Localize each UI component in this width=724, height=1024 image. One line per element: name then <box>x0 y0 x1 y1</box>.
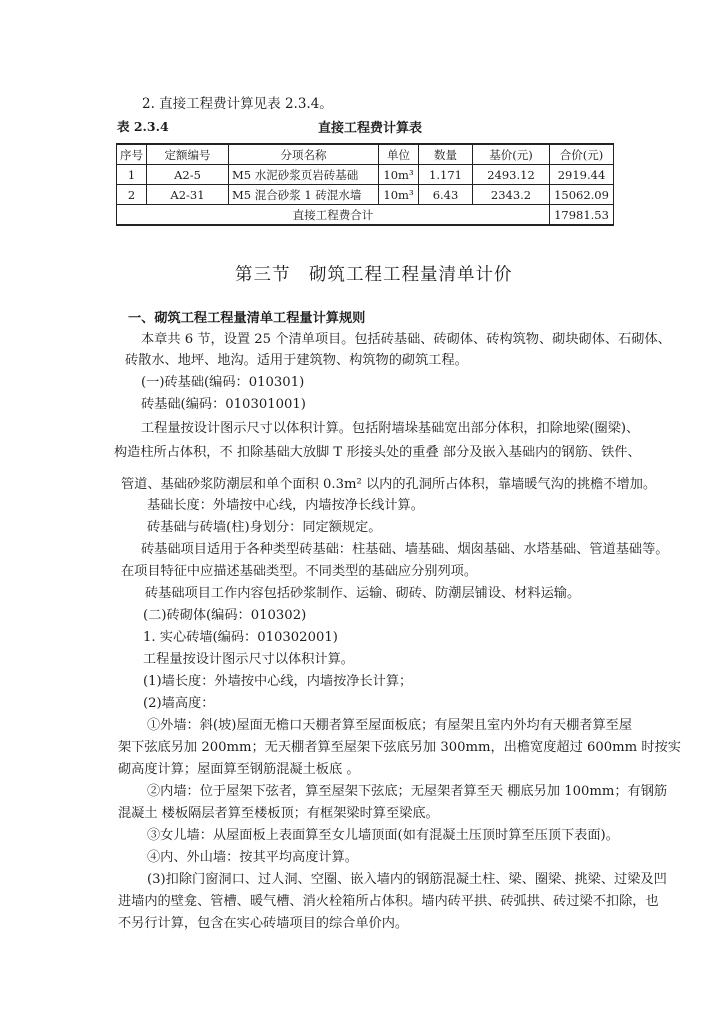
table-cell: 2919.44 <box>550 165 614 185</box>
body-line: ②内墙：位于屋架下弦者，算至屋架下弦底；无屋架者算至天 棚底另加 100mm；有钢筋 <box>147 784 668 799</box>
subheading: 1. 实心砖墙(编码：010302001) <box>143 630 338 645</box>
table-header-cell: 合价(元) <box>550 144 614 165</box>
table-header-cell: 定额编号 <box>147 144 229 165</box>
table-cell: 1 <box>117 165 147 185</box>
body-line: 构造柱所占体积，不 扣除基础大放脚 T 形接头处的重叠 部分及嵌入基础内的钢筋、铁件、 <box>114 445 641 460</box>
body-line: 砖基础与砖墙(柱)身划分：同定额规定。 <box>147 520 382 535</box>
cost-table <box>116 143 614 226</box>
body-line: 砖散水、地坪、地沟。适用于建筑物、构筑物的砌筑工程。 <box>125 353 468 368</box>
table-title: 直接工程费计算表 <box>318 121 423 136</box>
body-line: 管道、基础砂浆防潮层和单个面积 0.3m² 以内的孔洞所占体积，靠墙暖气沟的挑檐不增加。 <box>121 477 657 492</box>
subheading: (二)砖砌体(编码：010302) <box>143 608 307 623</box>
table-cell: 1.171 <box>419 165 473 185</box>
table-cell: 6.43 <box>419 185 473 205</box>
table-total-row <box>117 205 614 226</box>
body-line: 砖基础项目工作内容包括砂浆制作、运输、砌砖、防潮层铺设、材料运输。 <box>145 586 581 601</box>
body-line: 架下弦底另加 200mm；无天棚者算至屋架下弦底另加 300mm，出檐宽度超过 600mm 时按实 <box>118 740 681 755</box>
body-line: 砌高度计算；屋面算至钢筋混凝土板底 。 <box>118 762 360 777</box>
table-header-cell: 单位 <box>379 144 419 165</box>
table-cell: 2 <box>117 185 147 205</box>
table-header-row <box>117 144 614 165</box>
subheading: (一)砖基础(编码：010301) <box>141 375 305 390</box>
body-line: (2)墙高度： <box>143 696 215 711</box>
table-header-cell: 序号 <box>117 144 147 165</box>
body-line: 工程量按设计图示尺寸以体积计算。 <box>143 652 354 667</box>
body-line: (1)墙长度：外墙按中心线，内墙按净长计算； <box>143 674 413 689</box>
body-line: 进墙内的壁龛、管槽、暖气槽、消火栓箱所占体积。墙内砖平拱、砖弧拱、砖过梁不扣除，也 <box>118 894 659 909</box>
table-cell: A2-5 <box>147 165 229 185</box>
table-cell: 10m³ <box>379 165 419 185</box>
table-total-value: 17981.53 <box>550 205 614 226</box>
table-number: 表 2.3.4 <box>117 119 169 134</box>
body-line: ④内、外山墙：按其平均高度计算。 <box>147 850 358 865</box>
table-cell: M5 水泥砂浆页岩砖基础 <box>229 165 379 185</box>
table-header-cell: 数量 <box>419 144 473 165</box>
table-row <box>117 165 614 185</box>
subheading: 砖基础(编码：010301001) <box>141 397 306 412</box>
body-line: 工程量按设计图示尺寸以体积计算。包括附墙垛基础宽出部分体积，扣除地梁(圈梁)、 <box>141 421 640 436</box>
body-line: 砖基础项目适用于各种类型砖基础：柱基础、墙基础、烟囱基础、水塔基础、管道基础等。 <box>141 542 669 557</box>
table-cell: A2-31 <box>147 185 229 205</box>
heading-rules: 一、砌筑工程工程量清单工程量计算规则 <box>128 311 366 326</box>
body-line: 混凝土 楼板隔层者算至楼板顶；有框架梁时算至梁底。 <box>118 806 439 821</box>
body-line: ③女儿墙：从屋面板上表面算至女儿墙顶面(如有混凝土压顶时算至压顶下表面)。 <box>147 828 619 843</box>
table-cell: 2493.12 <box>473 165 550 185</box>
table-total-label: 直接工程费合计 <box>117 205 550 226</box>
table-row <box>117 185 614 205</box>
body-line: ①外墙：斜(坡)屋面无檐口天棚者算至屋面板底；有屋架且室内外均有天棚者算至屋 <box>147 718 633 733</box>
body-line: 基础长度：外墙按中心线，内墙按净长线计算。 <box>147 498 424 513</box>
body-line: 本章共 6 节，设置 25 个清单项目。包括砖基础、砖砌体、砖构筑物、砌块砌体、石砌体、 <box>141 332 671 347</box>
body-line: 不另行计算，包含在实心砖墙项目的综合单价内。 <box>118 916 409 931</box>
intro-line: 2. 直接工程费计算见表 2.3.4。 <box>142 96 333 112</box>
table-header-cell: 基价(元) <box>473 144 550 165</box>
table-header-cell: 分项名称 <box>229 144 379 165</box>
table-cell: M5 混合砂浆 1 砖混水墙 <box>229 185 379 205</box>
table-cell: 10m³ <box>379 185 419 205</box>
section-title: 第三节 砌筑工程工程量清单计价 <box>235 265 513 285</box>
body-line: (3)扣除门窗洞口、过人洞、空圈、嵌入墙内的钢筋混凝土柱、梁、圈梁、挑梁、过梁及凹 <box>147 872 667 887</box>
table-cell: 2343.2 <box>473 185 550 205</box>
body-line: 在项目特征中应描述基础类型。不同类型的基础应分别列项。 <box>121 564 478 579</box>
table-cell: 15062.09 <box>550 185 614 205</box>
